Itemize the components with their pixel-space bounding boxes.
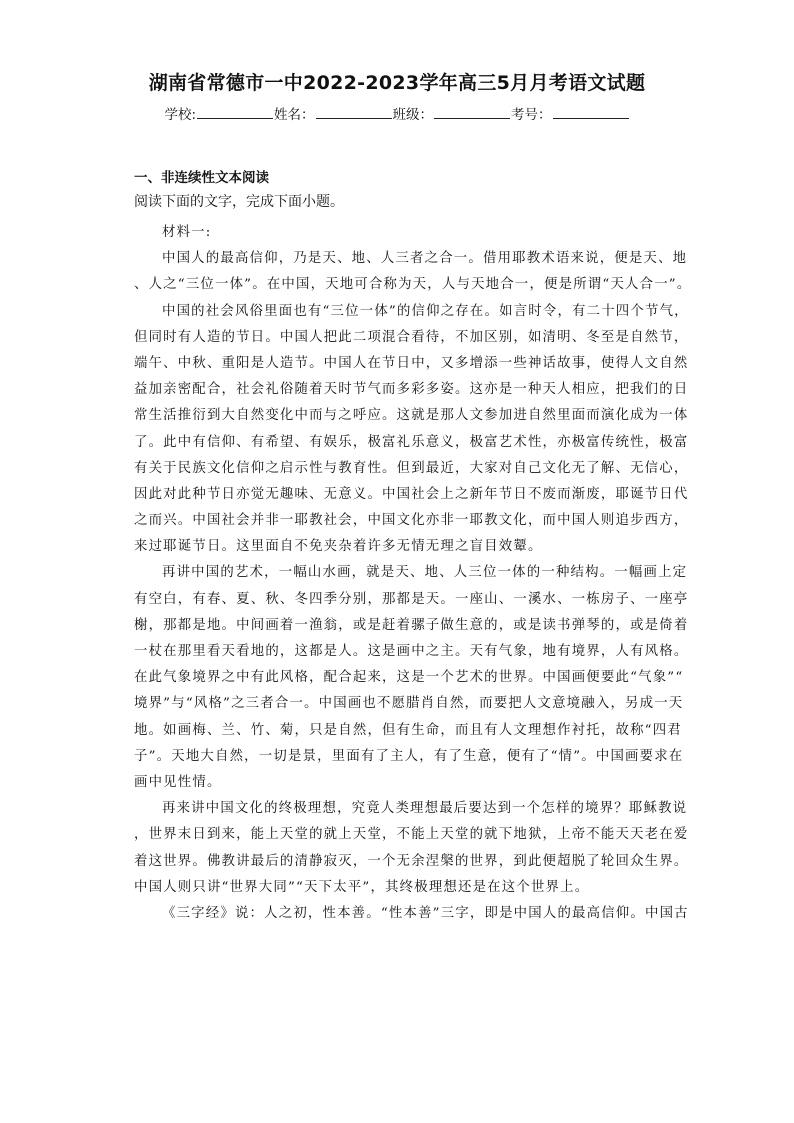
- school-label: 学校:: [164, 107, 197, 123]
- text-line: 因此对此种节日亦觉无趣味、无意义。中国社会上之新年节日不废而渐废，耶诞节日代: [134, 486, 689, 502]
- instruction-text: 阅读下面的文字，完成下面小题。: [134, 194, 344, 210]
- student-info-line: [0, 103, 794, 123]
- text-line: 在此气象境界之中有此风格，配合起来，这是一个艺术的世界。中国画便要此“气象”“: [134, 670, 684, 686]
- exam-no-label: 考号：: [511, 107, 552, 123]
- text-line: 再来讲中国文化的终极理想，究竟人类理想最后要达到一个怎样的境界？耶稣教说: [162, 801, 688, 817]
- text-line: 画中见性情。: [134, 774, 222, 790]
- text-line: 地。如画梅、兰、竹、菊，只是自然，但有生命，而且有人文理想作衬托，故称“四君: [134, 722, 682, 738]
- text-line: 着这世界。佛教讲最后的清静寂灭，一个无余涅槃的世界，到此便超脱了轮回众生界。: [134, 853, 689, 869]
- section-heading: 一、非连续性文本阅读: [134, 170, 269, 186]
- class-label: 班级：: [392, 107, 434, 123]
- text-line: 有空白，有春、夏、秋、冬四季分别，那都是天。一座山、一溪水、一栋房子、一座亭: [134, 591, 689, 607]
- text-line: 中国的社会风俗里面也有“三位一体”的信仰之存在。如言时令，有二十四个节气，: [162, 303, 689, 319]
- text-line: 再讲中国的艺术，一幅山水画，就是天、地、人三位一体的一种结构。一幅画上定: [162, 565, 688, 581]
- school-blank[interactable]: [197, 106, 273, 119]
- reading-passage: [134, 220, 692, 927]
- class-blank[interactable]: [434, 106, 510, 119]
- text-line: 但同时有人造的节日。中国人把此二项混合看待，不加区别，如清明、冬至是自然节，: [134, 329, 689, 345]
- text-line: ，世界末日到来，能上天堂的就上天堂，不能上天堂的就下地狱，上帝不能天天老在爱: [134, 827, 689, 843]
- material-label: 材料一:: [162, 225, 212, 240]
- name-blank[interactable]: [316, 106, 392, 119]
- text-line: 榭，那都是地。中间画着一渔翁，或是赶着骡子做生意的，或是读书弹琴的，或是倚着: [134, 617, 689, 633]
- exam-title: 湖南省常德市一中2022-2023学年高三5月月考语文试题: [148, 72, 646, 94]
- text-line: 了。此中有信仰、有希望、有娱乐，极富礼乐意义，极富艺术性，亦极富传统性，极富: [134, 434, 689, 450]
- text-line: 益加亲密配合，社会礼俗随着天时节气而多彩多姿。这亦是一种天人相应，把我们的日: [134, 382, 689, 398]
- text-line: 中国人的最高信仰，乃是天、地、人三者之合一。借用耶教术语来说，便是天、地: [162, 251, 688, 267]
- text-line: 之而兴。中国社会并非一耶教社会，中国文化亦非一耶教文化，而中国人则追步西方，: [134, 513, 689, 529]
- text-line: 、人之“三位一体”。在中国，天地可合称为天，人与天地合一，便是所谓“天人合一”。: [134, 277, 692, 293]
- name-label: 姓名：: [274, 107, 315, 123]
- text-line: 子”。天地大自然，一切是景，里面有了主人，有了生意，便有了“情”。中国画要求在: [134, 748, 684, 764]
- text-line: 《三字经》说：人之初，性本善。“性本善”三字，即是中国人的最高信仰。中国古: [162, 905, 689, 921]
- text-line: 来过耶诞节日。这里面自不免夹杂着许多无情无理之盲目效颦。: [134, 539, 543, 555]
- exam-no-blank[interactable]: [553, 106, 629, 119]
- text-line: 一杖在那里看天看地的，这都是人。这是画中之主。天有气象，地有境界，人有风格。: [134, 644, 689, 659]
- text-line: 境界”与“风格”之三者合一。中国画也不愿腊肖自然，而要把人文意境融入，另成一天: [134, 696, 684, 712]
- text-line: 有关于民族文化信仰之启示性与教育性。但到最近，大家对自己文化无了解、无信心，: [134, 460, 689, 476]
- text-line: 中国人则只讲“世界大同”“天下太平”，其终极理想还是在这个世界上。: [134, 879, 590, 895]
- text-line: 常生活推衍到大自然变化中而与之呼应。这就是那人文参加进自然里面而演化成为一体: [134, 408, 689, 424]
- text-line: 端午、中秋、重阳是人造节。中国人在节日中，又多增添一些神话故事，使得人文自然: [134, 355, 689, 371]
